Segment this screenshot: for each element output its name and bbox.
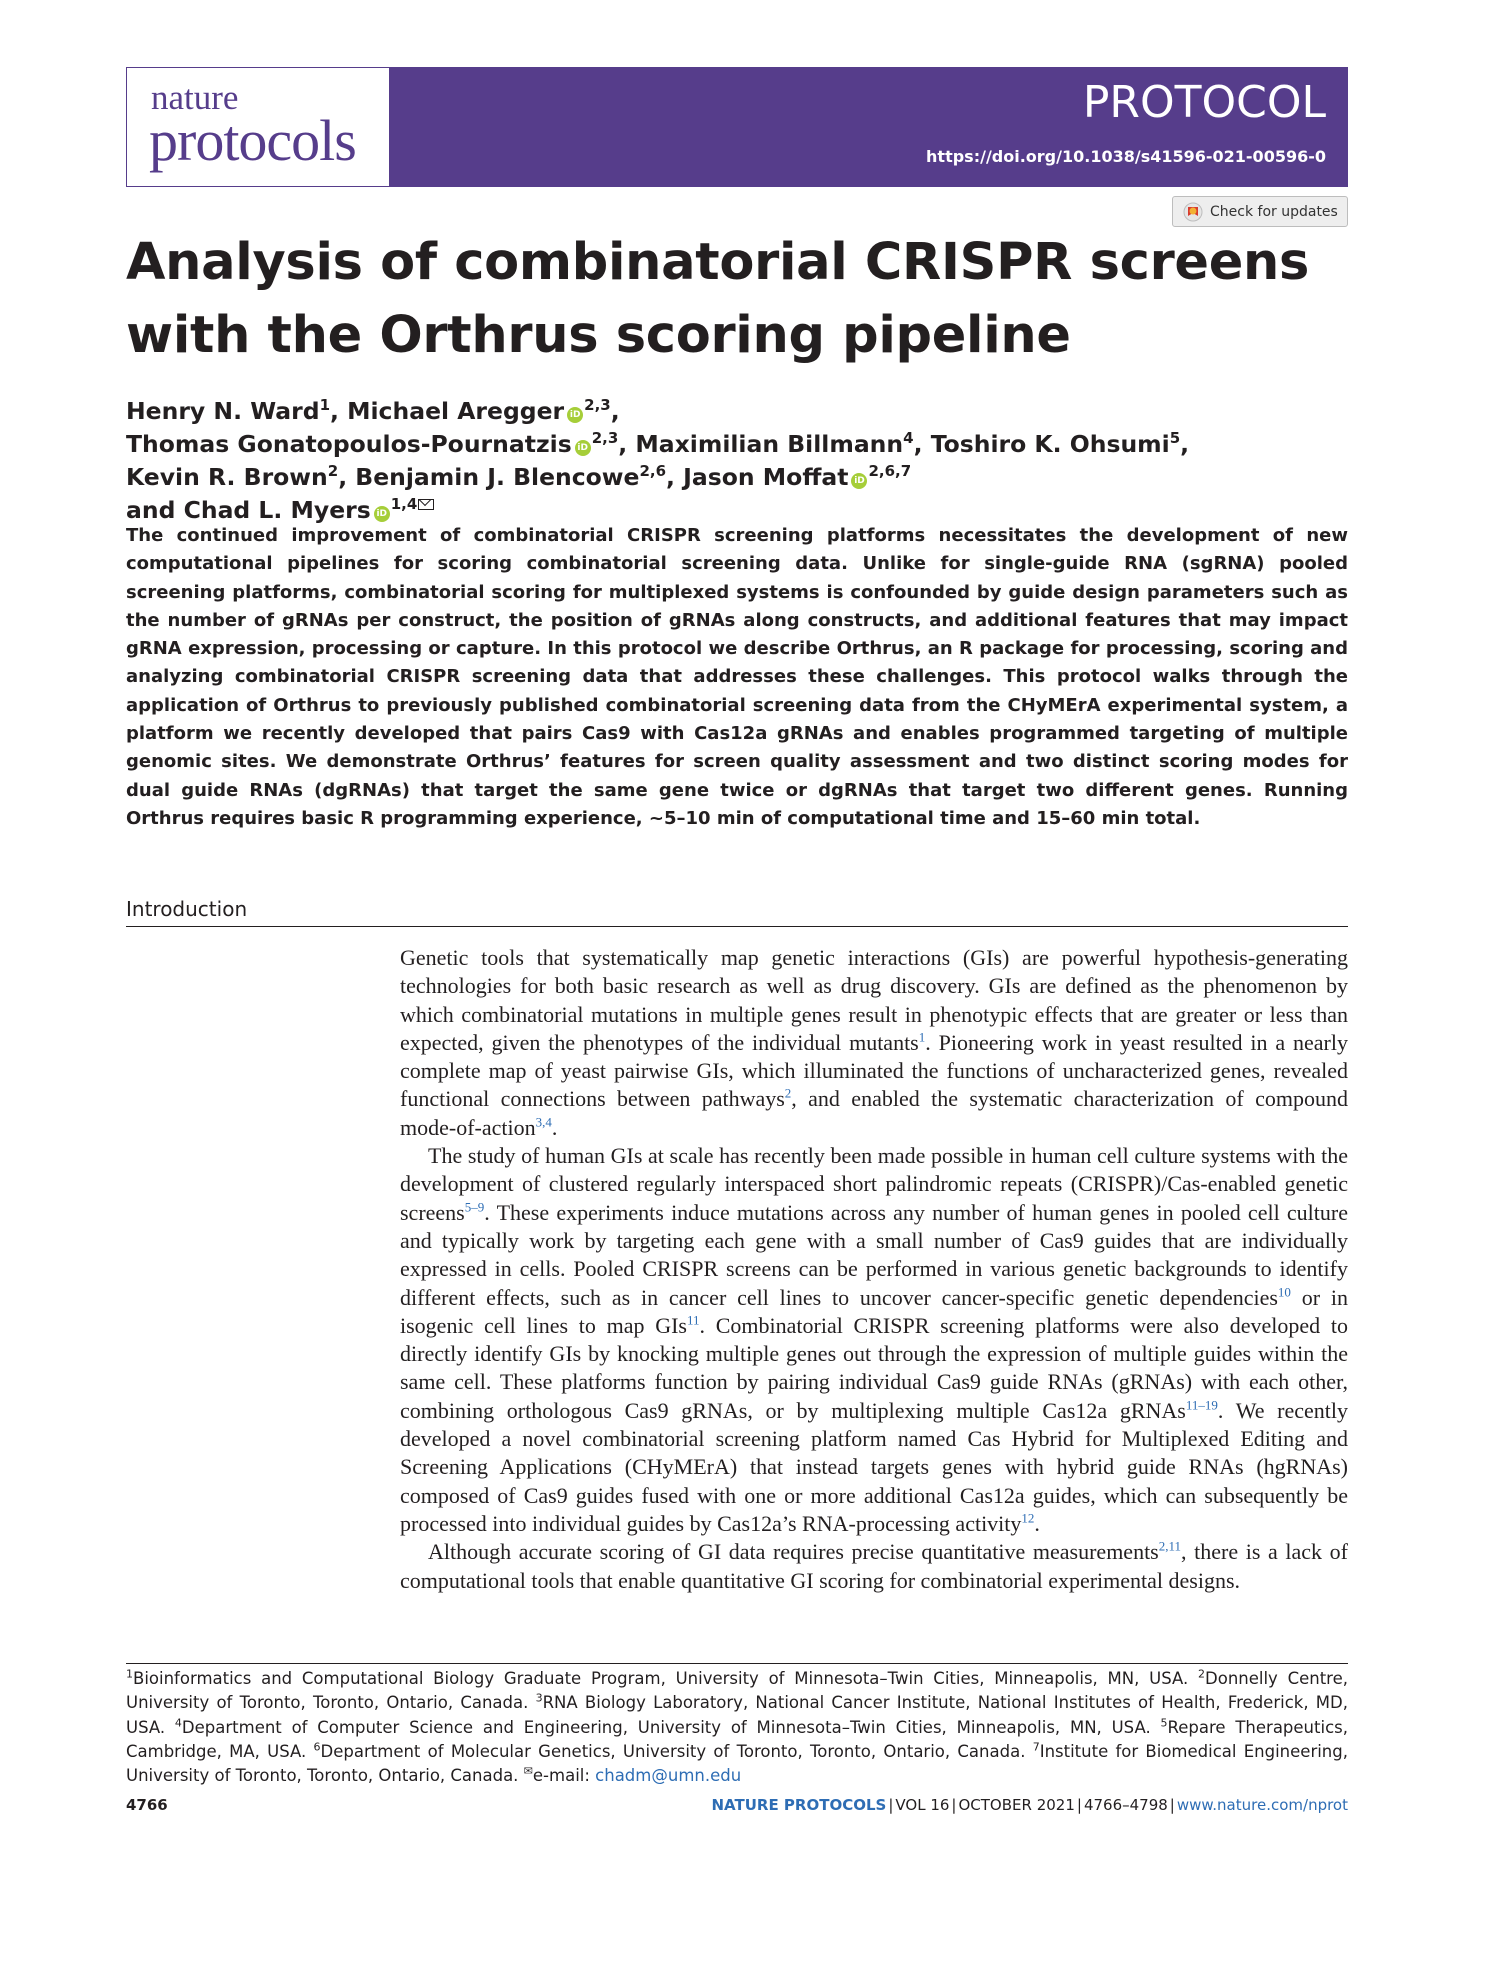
- affiliation-text: Donnelly Centre, University of Toronto, Toronto, Ontario, Canada.: [126, 1669, 1348, 1713]
- footer-citation: NATURE PROTOCOLS | VOL 16 | OCTOBER 2021 | 4766–4798 | www.nature.com/nprot: [711, 1796, 1348, 1814]
- author-affiliation-marker: 4: [903, 429, 914, 448]
- check-for-updates-label: Check for updates: [1210, 203, 1338, 220]
- author-affiliation-marker: 2,3: [591, 429, 619, 448]
- author-affiliation-marker: 2: [327, 462, 339, 481]
- section-divider: [126, 926, 1348, 927]
- citation-link[interactable]: 2: [784, 1086, 792, 1102]
- email-label: e-mail:: [532, 1766, 596, 1786]
- crossmark-icon: [1183, 202, 1203, 222]
- author-name[interactable]: Benjamin J. Blencowe: [355, 463, 640, 491]
- citation-link[interactable]: 10: [1277, 1284, 1291, 1300]
- footer-journal[interactable]: NATURE PROTOCOLS: [711, 1796, 887, 1814]
- author-name[interactable]: Maximilian Billmann: [635, 430, 904, 458]
- affiliation-text: Department of Computer Science and Engineering, University of Minnesota–Twin Cities, Minneapolis, MN, USA.: [181, 1717, 1151, 1737]
- footer-url[interactable]: www.nature.com/nprot: [1176, 1796, 1348, 1814]
- introduction-body: [400, 944, 1348, 1595]
- author-name[interactable]: Kevin R. Brown: [126, 463, 328, 491]
- affiliation-number: 6: [313, 1740, 321, 1754]
- logo-word-protocols: protocols: [149, 108, 356, 173]
- email-envelope-icon[interactable]: [418, 499, 434, 510]
- body-paragraph: Although accurate scoring of GI data requires precise quantitative measurements$^{2,11}$, there is a lack of computational tools that enable quantitative GI scoring for combinatorial experimental designs.: [400, 1538, 1349, 1593]
- journal-banner: [126, 67, 1348, 187]
- affiliation-text: Institute for Biomedical Engineering, University of Toronto, Toronto, Ontario, Canada.: [126, 1741, 1348, 1786]
- author-name[interactable]: Thomas Gonatopoulos-Pournatzis: [126, 430, 572, 458]
- author-list: Henry N. Ward$^1$, Michael Aregger iD$^{2,3}$, Thomas Gonatopoulos-Pournatzis iD$^{2,3}$, Maximilian Billmann$^4$, Toshiro K. Ohsumi$^5$, Kevin R. Brown$^2$, Benjamin J. Blencowe$^{2,6}$, Jason Moffat iD$^{2,6,7}$ and Chad L. Myers iD$^{1,4}$: [126, 396, 1190, 524]
- body-paragraph: Genetic tools that systematically map genetic interactions (GIs) are powerful hypothesis-generating technologies for both basic research as well as drug discovery. GIs are defined as the phenomenon by which combinatorial mutations in multiple genes result in phenotypic effects that are greater or less than expected, given the phenotypes of the individual mutants$^1$. Pioneering work in yeast resulted in a nearly complete map of yeast pairwise GIs, which illuminated the functions of uncharacterized genes, revealed functional connections between pathways$^2$, and enabled the systematic characterization of compound mode-of-action$^{3,4}$.: [400, 945, 1348, 1140]
- affiliation-text: Bioinformatics and Computational Biology Graduate Program, University of Minnesota–Twin Cities, Minneapolis, MN, USA.: [133, 1669, 1189, 1688]
- page-number: 4766: [126, 1796, 168, 1814]
- orcid-icon[interactable]: iD: [851, 473, 867, 489]
- check-for-updates-button[interactable]: [1172, 196, 1348, 227]
- author-affiliation-marker: 5: [1169, 429, 1181, 448]
- affiliations: [126, 1667, 1348, 1788]
- article-title: Analysis of combinatorial CRISPR screens with the Orthrus scoring pipeline: [126, 233, 1310, 365]
- orcid-icon[interactable]: iD: [575, 440, 591, 456]
- citation-link[interactable]: 1: [918, 1029, 926, 1045]
- affiliation-number: 1: [126, 1667, 133, 1681]
- body-paragraph: The study of human GIs at scale has recently been made possible in human cell culture systems with the development of clustered regularly interspaced short palindromic repeats (CRISPR)/Cas-enabled genetic screens$^{5-9}$. These experiments induce mutations across any number of human genes in pooled cell culture and typically work by targeting each gene with a small number of Cas9 guides that are individually expressed in cells. Pooled CRISPR screens can be performed in various genetic backgrounds to identify different effects, such as in cancer cell lines to uncover cancer-specific genetic dependencies$^{10}$ or in isogenic cell lines to map GIs$^{11}$. Combinatorial CRISPR screening platforms were also developed to directly identify GIs by knocking multiple genes out through the expression of multiple guides within the same cell. These platforms function by pairing individual Cas9 guide RNAs (gRNAs) with each other, combining orthologous Cas9 gRNAs, or by multiplexing multiple Cas12a gRNAs$^{11-19}$. We recently developed a novel combinatorial screening platform named Cas Hybrid for Multiplexed Editing and Screening Applications (CHyMErA) that instead targets genes with hybrid guide RNAs (hgRNAs) composed of Cas9 guides fused with one or more additional Cas12a guides, which can subsequently be processed into individual guides by Cas12a’s RNA-processing activity$^{12}$.: [400, 1143, 1349, 1536]
- affiliation-number: 7: [1032, 1740, 1040, 1754]
- affiliation-number: 5: [1160, 1716, 1168, 1730]
- article-type-label: PROTOCOL: [1082, 77, 1326, 128]
- logo-word-nature: nature: [151, 78, 239, 117]
- author-name[interactable]: Chad L. Myers: [183, 496, 371, 524]
- affiliation-number: 3: [535, 1691, 543, 1705]
- author-affiliation-marker: 2,3: [584, 396, 611, 415]
- affiliation-number: 2: [1198, 1667, 1206, 1681]
- citation-link[interactable]: 12: [1021, 1510, 1035, 1526]
- section-heading-introduction: Introduction: [126, 897, 248, 921]
- citation-link[interactable]: 5–9: [464, 1199, 485, 1215]
- corresponding-email-link[interactable]: chadm@umn.edu: [595, 1766, 742, 1786]
- journal-logo[interactable]: [126, 67, 390, 187]
- author-affiliation-marker: 1: [319, 396, 330, 415]
- citation-link[interactable]: 11: [687, 1312, 700, 1328]
- affiliation-text: Repare Therapeutics, Cambridge, MA, USA.: [126, 1717, 1348, 1761]
- author-affiliation-marker: 2,6: [639, 462, 667, 481]
- footer-date: OCTOBER 2021: [958, 1796, 1075, 1814]
- affiliations-divider: [126, 1663, 1348, 1664]
- author-name[interactable]: Henry N. Ward: [126, 397, 320, 425]
- orcid-icon[interactable]: iD: [567, 407, 583, 423]
- author-name[interactable]: Toshiro K. Ohsumi: [930, 430, 1170, 458]
- affiliation-text: RNA Biology Laboratory, National Cancer Institute, National Institutes of Health, Frederick, MD, USA.: [126, 1693, 1348, 1737]
- orcid-icon[interactable]: iD: [374, 506, 390, 522]
- affiliation-number: 4: [174, 1716, 182, 1730]
- footer-volume: VOL 16: [895, 1796, 950, 1814]
- author-affiliation-marker: 1,4: [390, 495, 418, 514]
- doi-link[interactable]: https://doi.org/10.1038/s41596-021-00596-0: [926, 147, 1326, 166]
- citation-link[interactable]: 3,4: [535, 1114, 552, 1130]
- abstract: The continued improvement of combinatorial CRISPR screening platforms necessitates the development of new computational pipelines for scoring combinatorial screening data. Unlike for single-guide RNA (sgRNA) pooled screening platforms, combinatorial scoring for multiplexed systems is confounded by guide design parameters such as the number of gRNAs per construct, the position of gRNAs along constructs, and additional features that may impact gRNA expression, processing or capture. In this protocol we describe Orthrus, an R package for processing, scoring and analyzing combinatorial CRISPR screening data that addresses these challenges. This protocol walks through the application of Orthrus to previously published combinatorial screening data from the CHyMErA experimental system, a platform we recently developed that pairs Cas9 with Cas12a gRNAs and enables programmed targeting of multiple genomic sites. We demonstrate Orthrus’ features for screen quality assessment and two distinct scoring modes for dual guide RNAs (dgRNAs) that target the same gene twice or dgRNAs that target two different genes. Running Orthrus requires basic R programming experience, ~5–10 min of computational time and 15–60 min total.: [126, 525, 1348, 829]
- author-name[interactable]: Michael Aregger: [347, 397, 565, 425]
- citation-link[interactable]: 2,11: [1158, 1538, 1182, 1554]
- footer-pages: 4766–4798: [1083, 1796, 1168, 1814]
- citation-link[interactable]: 11–19: [1185, 1397, 1218, 1413]
- author-affiliation-marker: 2,6,7: [868, 462, 912, 481]
- affiliation-text: Department of Molecular Genetics, University of Toronto, Toronto, Ontario, Canada.: [320, 1741, 1026, 1761]
- email-envelope-icon: ✉: [523, 1764, 533, 1778]
- author-name[interactable]: Jason Moffat: [683, 463, 849, 491]
